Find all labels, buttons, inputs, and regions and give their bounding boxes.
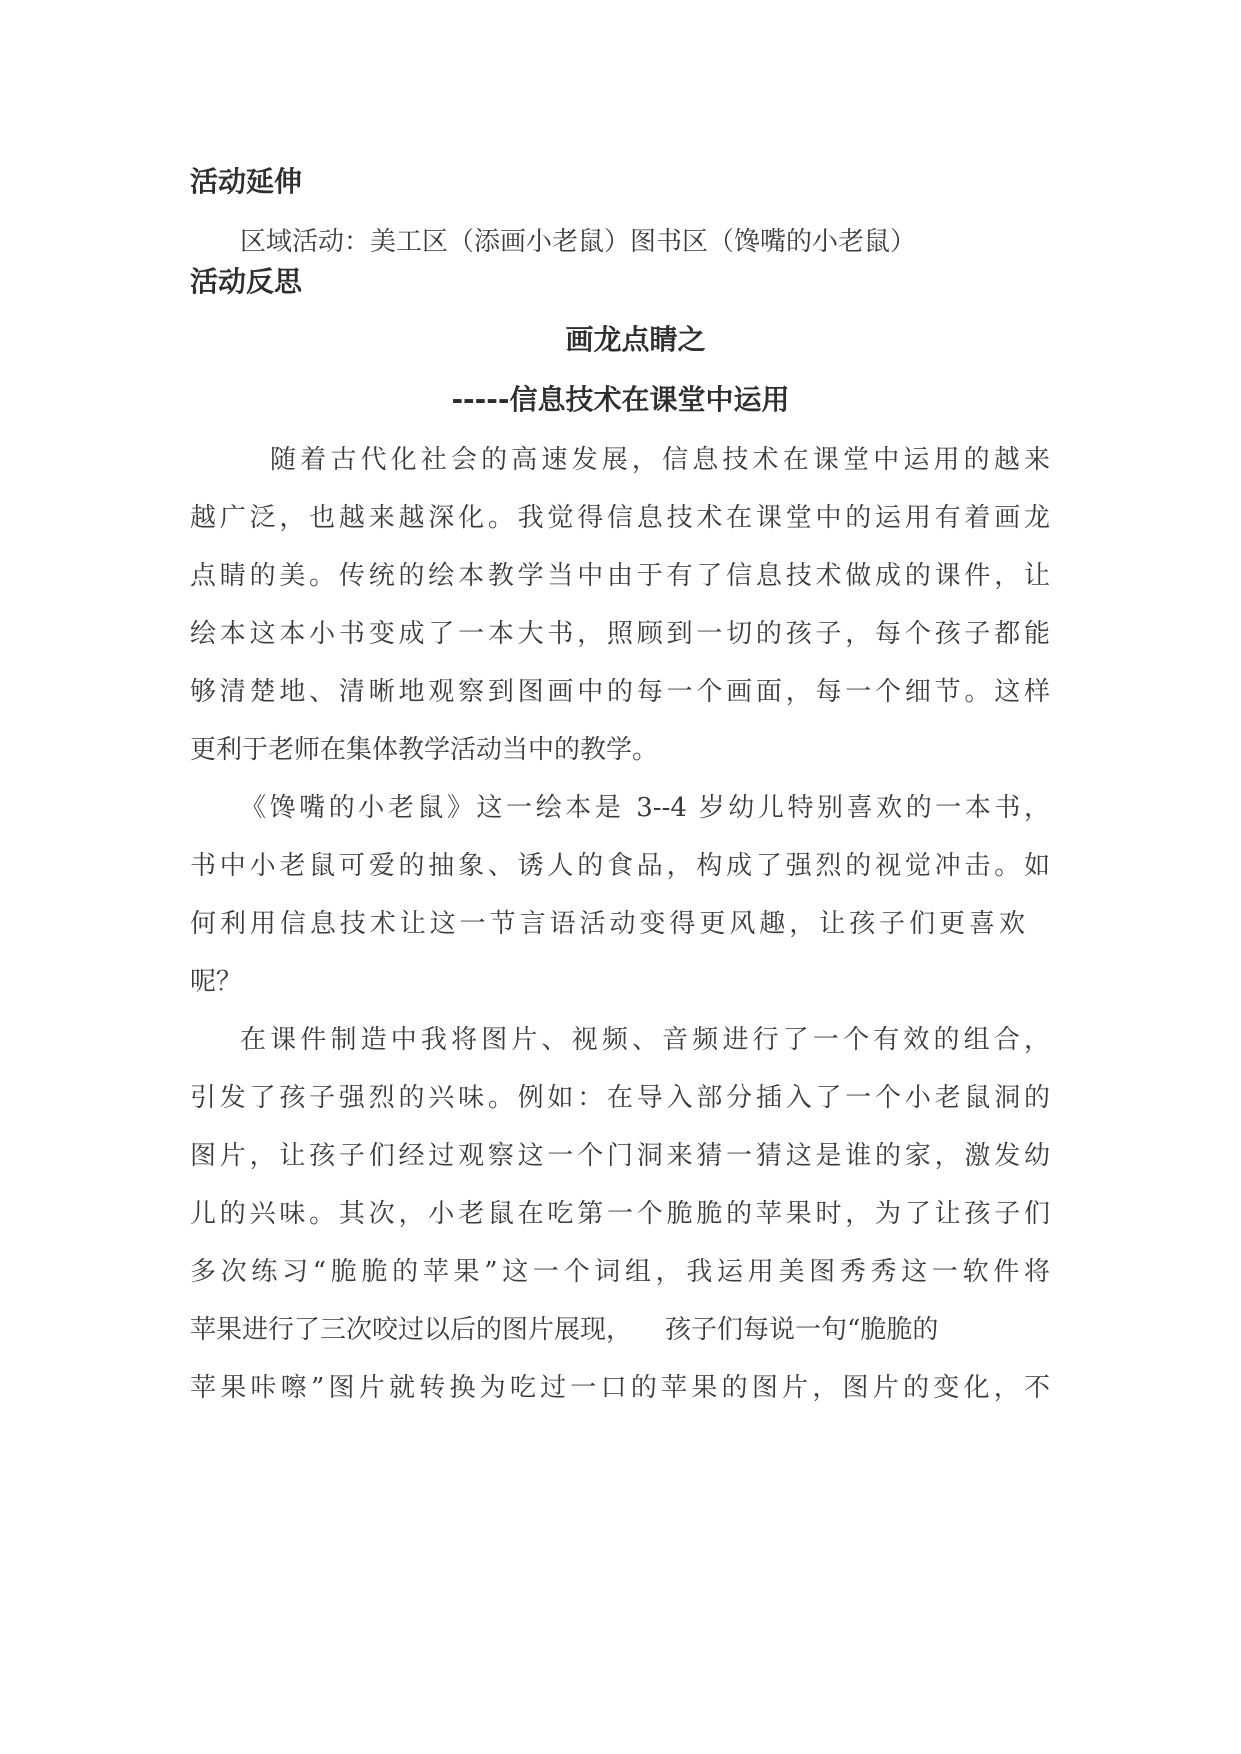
paragraph-line: 儿的兴味。其次，小老鼠在吃第一个脆脆的苹果时，为了让孩子们	[190, 1199, 1050, 1229]
paragraph-line: 引发了孩子强烈的兴味。例如：在导入部分插入了一个小老鼠洞的	[190, 1083, 1050, 1113]
paragraph-line: 点睛的美。传统的绘本教学当中由于有了信息技术做成的课件，让	[190, 561, 1050, 591]
paragraph-line: 绘本这本小书变成了一本大书，照顾到一切的孩子，每个孩子都能	[190, 619, 1050, 649]
paragraph-line: 《馋嘴的小老鼠》这一绘本是 3--4 岁幼儿特别喜欢的一本书，	[240, 793, 1050, 823]
paragraph-line: 何利用信息技术让这一节言语活动变得更风趣，让孩子们更喜欢	[190, 909, 1025, 939]
extension-area-activity-line: 区域活动：美工区（添画小老鼠）图书区（馋嘴的小老鼠）	[240, 227, 917, 257]
paragraph-line: 够清楚地、清晰地观察到图画中的每一个画面，每一个细节。这样	[190, 677, 1050, 707]
article-subtitle: -----信息技术在课堂中运用	[451, 383, 790, 416]
heading-activity-reflection: 活动反思	[190, 265, 303, 298]
paragraph-line: 呢？	[190, 967, 243, 997]
heading-activity-extension: 活动延伸	[190, 165, 303, 198]
paragraph-line: 书中小老鼠可爱的抽象、诱人的食品，构成了强烈的视觉冲击。如	[190, 851, 1050, 881]
paragraph-line: 更利于老师在集体教学活动当中的教学。	[190, 735, 659, 765]
paragraph-line: 在课件制造中我将图片、视频、音频进行了一个有效的组合，	[240, 1025, 1050, 1055]
paragraph-line: 图片，让孩子们经过观察这一个门洞来猜一猜这是谁的家，激发幼	[190, 1141, 1050, 1171]
article-title: 画龙点睛之	[565, 323, 706, 356]
paragraph-line: 越广泛，也越来越深化。我觉得信息技术在课堂中的运用有着画龙	[190, 503, 1050, 533]
paragraph-line: 随着古代化社会的高速发展，信息技术在课堂中运用的越来	[270, 445, 1050, 475]
paragraph-line: 苹果进行了三次咬过以后的图片展现， 孩子们每说一句“脆脆的	[190, 1315, 939, 1345]
paragraph-line: 苹果咔嚓”图片就转换为吃过一口的苹果的图片，图片的变化，不	[190, 1373, 1050, 1403]
paragraph-line: 多次练习“脆脆的苹果”这一个词组，我运用美图秀秀这一软件将	[190, 1257, 1050, 1287]
